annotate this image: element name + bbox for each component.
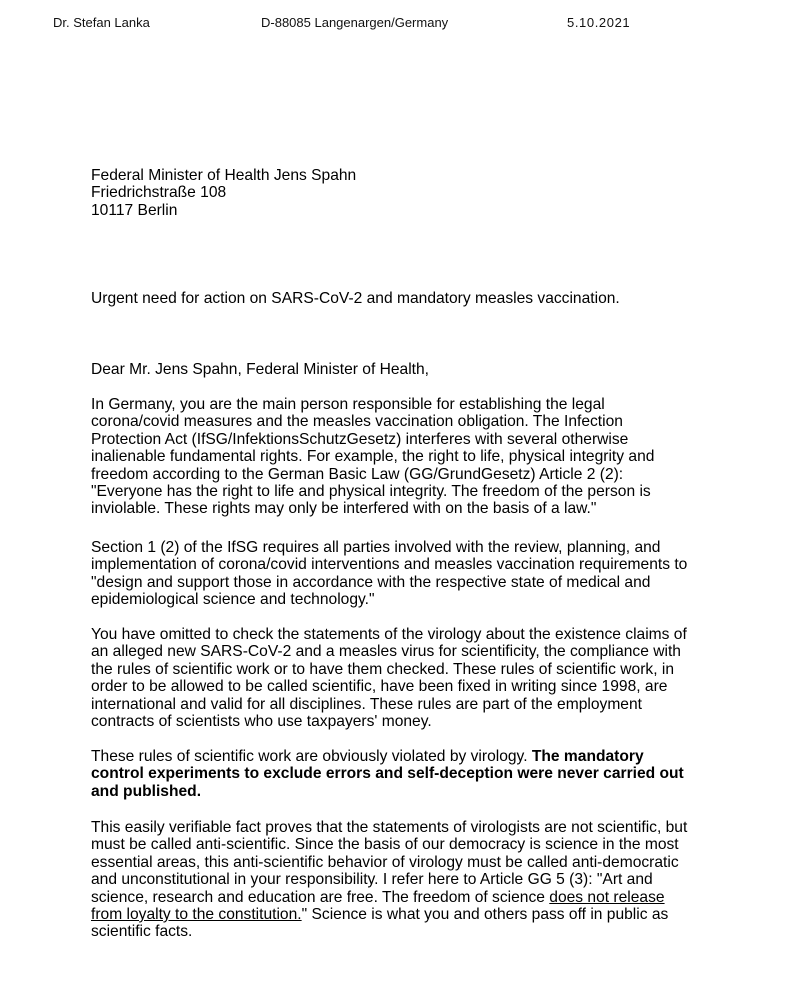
paragraph-3: You have omitted to check the statements of the virology about the existence claims of an alleged new SARS-CoV-2 and a measles virus for scientificity, the compliance with the rules of scientific work or to have them checked. These rules of scientific work, in order to be allowed to be called scientific, have been fixed in writing since 1998, are international and valid for all disciplines. These rules are part of the employment contracts of scientists who use taxpayers' money. [91,626,687,731]
paragraph-2: Section 1 (2) of the IfSG requires all parties involved with the review, planning, and implementation of corona/covid interventions and measles vaccination requirements to "design and support those in accordance with the respective state of medical and epidemiological science and technology." [91,539,688,609]
recipient-name: Federal Minister of Health Jens Spahn [91,167,357,184]
paragraph-4-text: These rules of scientific work are obviously violated by virology. [91,748,532,765]
recipient-city: 10117 Berlin [91,201,178,219]
paragraph-4-bold-text: The mandatory control experiments to exclude errors and self-deception were never carried out and published. [91,748,684,800]
paragraph-5-underlined-text: does not release from loyalty to the constitution. [91,888,665,924]
paragraph-5-end-text: " Science is what you and others pass off in public as scientific facts. [91,906,669,941]
recipient-street: Friedrichstraße 108 [91,184,227,202]
letter-date: 5.10.2021 [567,15,631,30]
paragraph-4 [91,748,696,800]
recipient-address [91,167,696,219]
paragraph-5-text: This easily verifiable fact proves that the statements of virologists are not scientific, but must be called anti-scientific. Since the basis of our democracy is science in the most essential areas, this anti-scientific behavior of virology must be called anti-democratic and unconstitutional in your responsibility. I refer here to Article GG 5 (3): "Art and science, research and education are free. The freedom of science [91,819,688,906]
letter-salutation: Dear Mr. Jens Spahn, Federal Minister of Health, [91,361,430,378]
letter-subject: Urgent need for action on SARS-CoV-2 and mandatory measles vaccination. [91,290,620,307]
paragraph-1: In Germany, you are the main person responsible for establishing the legal corona/covid measures and the measles vaccination obligation. The Infection Protection Act (IfSG/InfektionsSchutzGesetz) interferes with several otherwise inalienable fundamental rights. For example, the right to life, physical integrity and freedom according to the German Basic Law (GG/GrundGesetz) Article 2 (2): "Everyone has the right to life and physical integrity. The freedom of the person is inviolable. These rights may only be interfered with on the basis of a law." [91,396,655,518]
sender-name: Dr. Stefan Lanka [53,15,150,30]
sender-location: D-88085 Langenargen/Germany [261,15,449,30]
paragraph-5 [91,819,696,941]
